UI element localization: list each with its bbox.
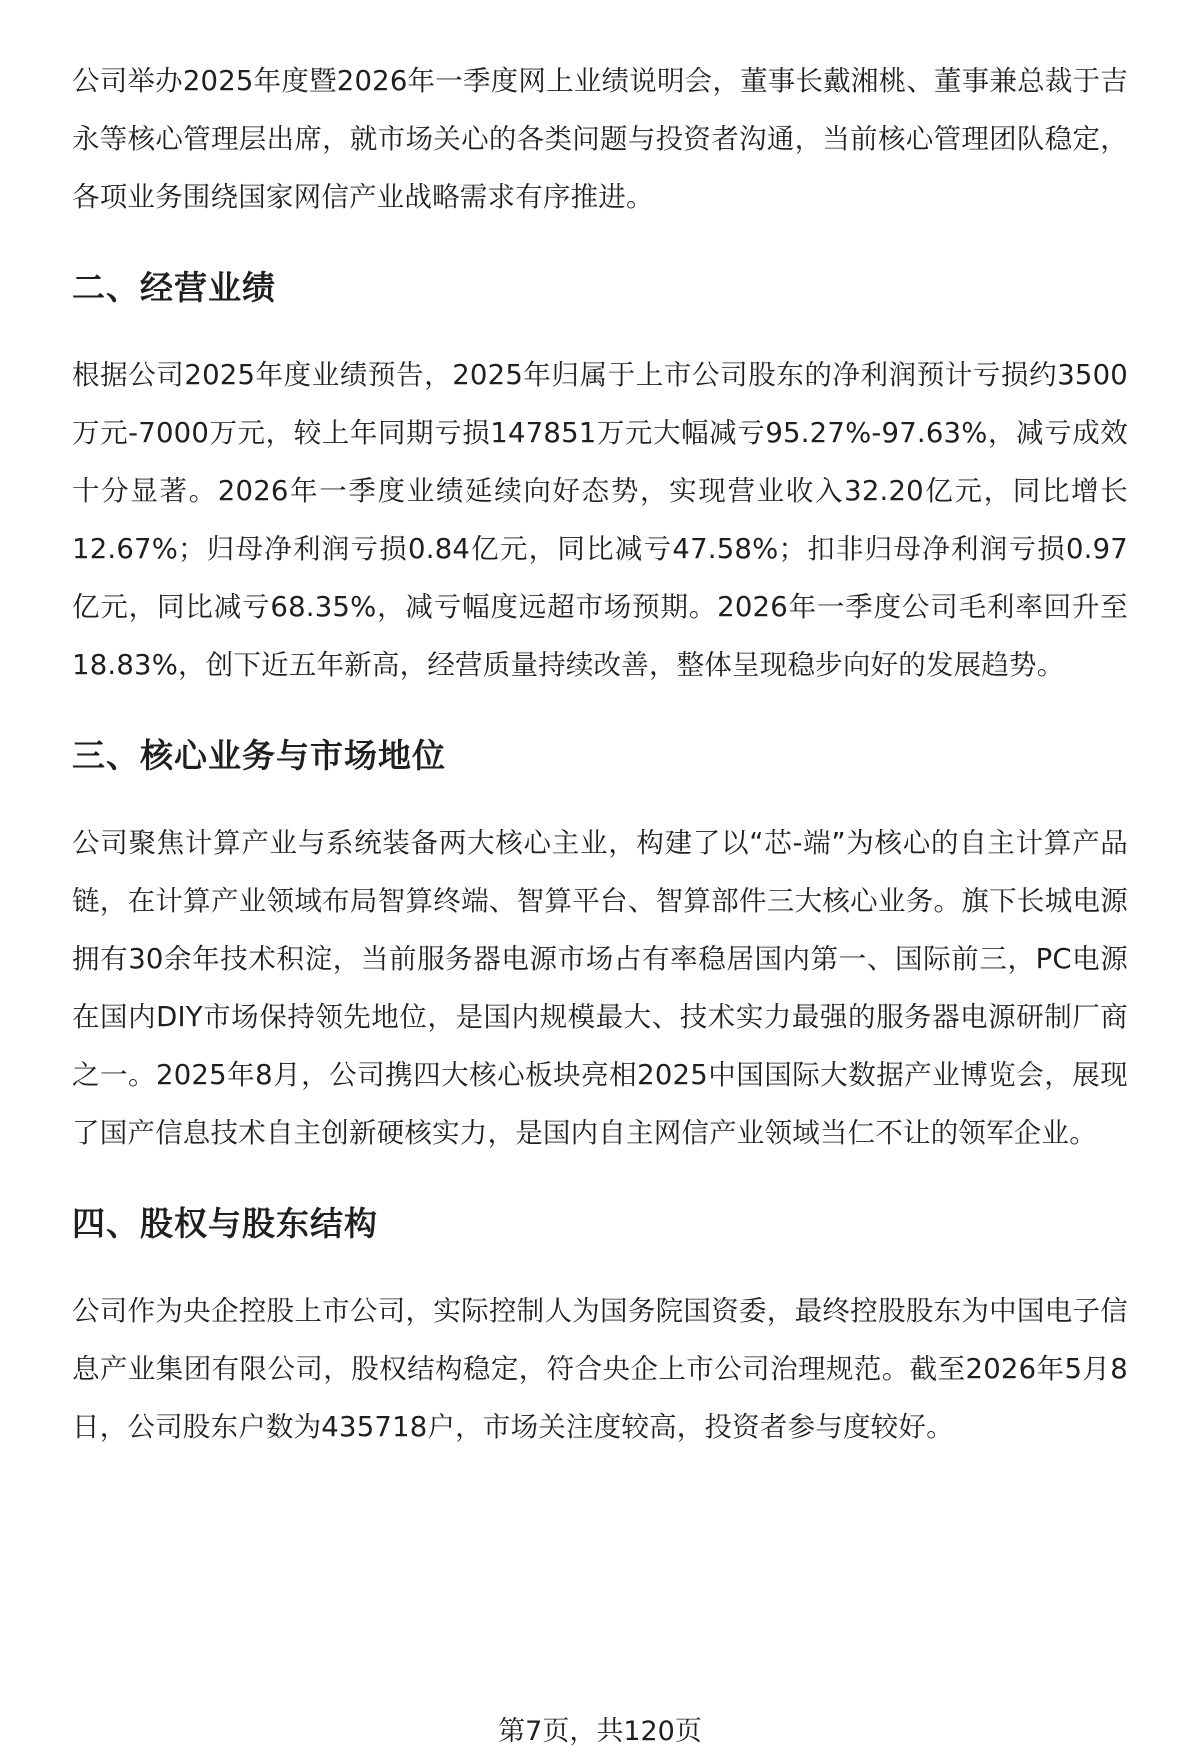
intro-paragraph: 公司举办2025年度暨2026年一季度网上业绩说明会，董事长戴湘桃、董事兼总裁于吉永等核心管理层出席，就市场关心的各类问题与投资者沟通，当前核心管理团队稳定，各项业务围绕国家网信产业战略需求有序推进。 — [72, 65, 1128, 213]
section-heading-equity: 四、股权与股东结构 — [72, 1204, 378, 1243]
section-body-core-business: 公司聚焦计算产业与系统装备两大核心主业，构建了以“芯-端”为核心的自主计算产品链，在计算产业领域布局智算终端、智算平台、智算部件三大核心业务。旗下长城电源拥有30余年技术积淀，当前服务器电源市场占有率稳居国内第一、国际前三，PC电源在国内DIY市场保持领先地位，是国内规模最大、技术实力最强的服务器电源研制厂商之一。2025年8月，公司携四大核心板块亮相2025中国国际大数据产业博览会，展现了国产信息技术自主创新硬核实力，是国内自主网信产业领域当仁不让的领军企业。 — [72, 827, 1128, 1149]
section-heading-performance: 二、经营业绩 — [72, 268, 276, 307]
section-heading-core-business: 三、核心业务与市场地位 — [72, 736, 446, 775]
section-body-equity: 公司作为央企控股上市公司，实际控制人为国务院国资委，最终控股股东为中国电子信息产业集团有限公司，股权结构稳定，符合央企上市公司治理规范。截至2026年5月8日，公司股东户数为435718户，市场关注度较高，投资者参与度较好。 — [72, 1295, 1128, 1443]
page-number-footer: 第7页，共120页 — [498, 1716, 702, 1747]
section-body-performance: 根据公司2025年度业绩预告，2025年归属于上市公司股东的净利润预计亏损约3500万元-7000万元，较上年同期亏损147851万元大幅减亏95.27%-97.63%，减亏成效十分显著。2026年一季度业绩延续向好态势，实现营业收入32.20亿元，同比增长12.67%；归母净利润亏损0.84亿元，同比减亏47.58%；扣非归母净利润亏损0.97亿元，同比减亏68.35%，减亏幅度远超市场预期。2026年一季度公司毛利率回升至18.83%，创下近五年新高，经营质量持续改善，整体呈现稳步向好的发展趋势。 — [72, 359, 1128, 681]
